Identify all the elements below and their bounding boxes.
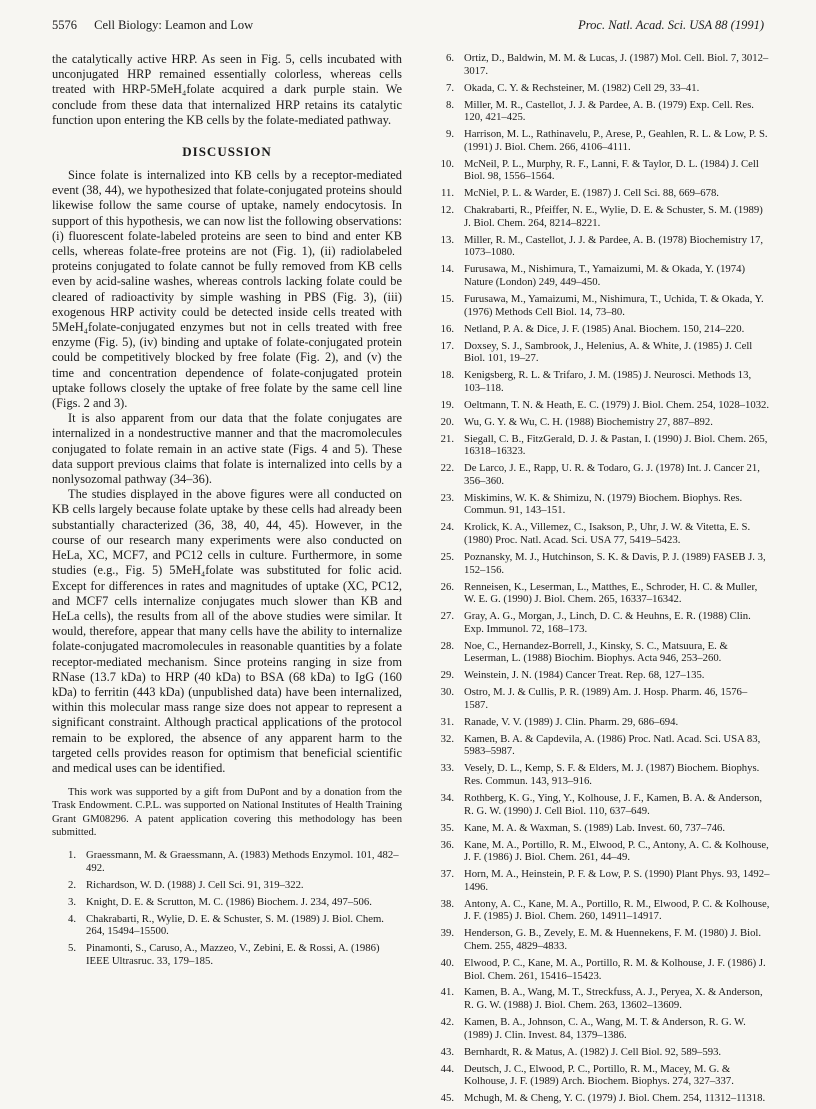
reference-item xyxy=(430,1016,770,1041)
journal-citation: Proc. Natl. Acad. Sci. USA 88 (1991) xyxy=(578,18,764,32)
reference-text: Kamen, B. A., Wang, M. T., Streckfuss, A. J., Peryea, X. & Anderson, R. G. W. (1988) J. Biol. Chem. 263, 13602–13609. xyxy=(464,986,763,1012)
reference-item xyxy=(430,1063,770,1088)
reference-text: McNeil, P. L., Murphy, R. F., Lanni, F. & Taylor, D. L. (1984) J. Cell Biol. 98, 1556–1564. xyxy=(464,157,759,183)
acknowledgment: This work was supported by a gift from DuPont and by a donation from the Trask Endowment. C.P.L. was supported on National Institutes of Health Training Grant GM08296. A patent application covering this methodology has been submitted. xyxy=(52,787,402,838)
reference-number: 43. xyxy=(440,1045,454,1058)
reference-item xyxy=(430,551,770,576)
discussion-paragraph: Since folate is internalized into KB cells by a receptor-mediated event (38, 44), we hypothesized that folate-conjugated proteins should likewise follow the same course of uptake, namely endocytosis. In support of this hypothesis, we can now list the following observations: (i) fluorescent folate-labeled proteins are seen to bind and enter KB cells, whereas folate-free proteins are not (Fig. 1), (ii) radiolabeled proteins conjugated to folate cannot be fully removed from KB cells even by acid-saline washes, whereas controls lacking folate could be cleared of radioactivity by simple washing in PBS (Fig. 3), (iii) exogenous HRP activity could be detected inside cells treated with 5MeH₄folate-conjugated enzymes but not in cells treated with free enzyme (Fig. 5), (iv) binding and uptake of folate-conjugated protein could be competitively blocked by free folate (Fig. 2), and (v) the time and concentration dependence of folate-conjugated protein uptake follows closely the uptake of free folate by the same cell line (Figs. 2 and 3). xyxy=(52,168,402,411)
reference-item xyxy=(430,716,770,729)
reference-text: Furusawa, M., Yamaizumi, M., Nishimura, T., Uchida, T. & Okada, Y. (1976) Methods Cell Biol. 14, 73–80. xyxy=(464,293,764,318)
reference-item xyxy=(430,399,770,412)
reference-text: De Larco, J. E., Rapp, U. R. & Todaro, G. J. (1978) Int. J. Cancer 21, 356–360. xyxy=(464,462,760,487)
reference-number: 26. xyxy=(440,580,454,593)
reference-text: Kane, M. A. & Waxman, S. (1989) Lab. Invest. 60, 737–746. xyxy=(464,821,726,834)
reference-text: Poznansky, M. J., Hutchinson, S. K. & Davis, P. J. (1989) FASEB J. 3, 152–156. xyxy=(464,551,766,576)
reference-number: 40. xyxy=(440,956,454,969)
reference-number: 3. xyxy=(67,895,76,908)
intro-paragraph: the catalytically active HRP. As seen in Fig. 5, cells incubated with unconjugated HRP remained essentially colorless, whereas cells treated with HRP-5MeH₄folate acquired a dark purple stain. We conclude from these data that internalized HRP retains its catalytic function upon entering the KB cells by the folate-mediated pathway. xyxy=(52,52,402,127)
reference-item xyxy=(430,158,770,183)
reference-text: Chakrabarti, R., Wylie, D. E. & Schuster, S. M. (1989) J. Biol. Chem. 264, 15494–15500. xyxy=(86,912,384,938)
reference-item xyxy=(430,340,770,365)
reference-number: 44. xyxy=(440,1062,454,1075)
reference-item xyxy=(52,896,402,909)
reference-text: Gray, A. G., Morgan, J., Linch, D. C. & Heuhns, E. R. (1988) Clin. Exp. Immunol. 72, 168–173. xyxy=(464,610,751,635)
reference-text: Rothberg, K. G., Ying, Y., Kolhouse, J. F., Kamen, B. A. & Anderson, R. G. W. (1990) J. Cell Biol. 110, 637–649. xyxy=(464,792,763,817)
reference-number: 14. xyxy=(440,263,454,276)
reference-number: 22. xyxy=(440,462,454,475)
reference-text: Okada, C. Y. & Rechsteiner, M. (1982) Cell 29, 33–41. xyxy=(464,81,700,94)
reference-item xyxy=(430,204,770,229)
reference-number: 9. xyxy=(445,128,454,141)
reference-number: 28. xyxy=(440,639,454,652)
reference-number: 2. xyxy=(67,878,76,891)
reference-number: 12. xyxy=(440,204,454,217)
reference-text: Elwood, P. C., Kane, M. A., Portillo, R. M. & Kolhouse, J. F. (1986) J. Biol. Chem. 261, 15416–15423. xyxy=(464,956,766,982)
reference-text: Bernhardt, R. & Matus, A. (1982) J. Cell Biol. 92, 589–593. xyxy=(464,1045,722,1058)
reference-number: 45. xyxy=(440,1092,454,1105)
reference-item xyxy=(430,521,770,546)
reference-number: 15. xyxy=(440,293,454,306)
reference-item xyxy=(52,849,402,874)
reference-item xyxy=(430,323,770,336)
reference-number: 27. xyxy=(440,610,454,623)
reference-item xyxy=(430,1092,770,1105)
reference-item xyxy=(430,822,770,835)
reference-item xyxy=(430,234,770,259)
reference-number: 42. xyxy=(440,1016,454,1029)
reference-text: McNiel, P. L. & Warder, E. (1987) J. Cell Sci. 88, 669–678. xyxy=(464,187,719,200)
reference-item xyxy=(430,581,770,606)
reference-item xyxy=(430,492,770,517)
reference-number: 19. xyxy=(440,398,454,411)
reference-item xyxy=(430,669,770,682)
reference-text: Miskimins, W. K. & Shimizu, N. (1979) Biochem. Biophys. Res. Commun. 91, 143–151. xyxy=(464,491,743,517)
reference-item xyxy=(430,416,770,429)
reference-item xyxy=(430,762,770,787)
reference-text: Graessmann, M. & Graessmann, A. (1983) Methods Enzymol. 101, 482–492. xyxy=(86,848,399,874)
reference-text: Mchugh, M. & Cheng, Y. C. (1979) J. Biol. Chem. 254, 11312–11318. xyxy=(464,1092,766,1105)
reference-item xyxy=(430,52,770,77)
reference-text: Oeltmann, T. N. & Heath, E. C. (1979) J. Biol. Chem. 254, 1028–1032. xyxy=(464,398,770,411)
left-column xyxy=(52,52,402,972)
reference-number: 6. xyxy=(445,52,454,64)
reference-text: Harrison, M. L., Rathinavelu, P., Arese, P., Geahlen, R. L. & Low, P. S. (1991) J. Biol. Chem. 266, 4106–4111. xyxy=(464,128,768,153)
reference-item xyxy=(430,868,770,893)
discussion-paragraph: The studies displayed in the above figures were all conducted on KB cells largely because folate uptake by these cells had already been substantially characterized (36, 38, 40, 44, 45). However, in the course of our research many experiments were also conducted on HeLa, XC, MCF7, and PC12 cells in culture. Furthermore, in some studies (e.g., Fig. 5) 5MeH₄folate was substituted for folic acid. Except for differences in rates and magnitudes of uptake (XC, PC12, and MCF7 cells internalize conjugates much slower than KB and HeLa cells), the results from all of the above studies were similar. It would, therefore, appear that many cells have the ability to internalize folate-conjugated macromolecules in reasonable quantities by a folate receptor-mediated mechanism. Since proteins ranging in size from RNase (13.7 kDa) to HRP (40 kDa) to BSA (68 kDa) to IgG (160 kDa) to ferritin (443 kDa) (unpublished data) have been internalized, within this molecular mass range size does not appear to represent a significant constraint. Although practical applications of the protocol remain to be explored, the absence of any apparent harm to the targeted cells provides reason for optimism that beneficial scientific and medical uses can be identified. xyxy=(52,487,402,775)
reference-text: Kamen, B. A. & Capdevila, A. (1986) Proc. Natl. Acad. Sci. USA 83, 5983–5987. xyxy=(464,732,761,758)
reference-item xyxy=(52,879,402,892)
reference-number: 17. xyxy=(440,339,454,352)
reference-text: Ortiz, D., Baldwin, M. M. & Lucas, J. (1987) Mol. Cell. Biol. 7, 3012–3017. xyxy=(464,52,769,77)
discussion-paragraph: It is also apparent from our data that the folate conjugates are internalized in a nondestructive manner and that the macromolecules conjugated to folate remain in an active state (Figs. 4 and 5). These data support previous claims that folate is internalized into cells by a nonlysozomal pathway (34–36). xyxy=(52,411,402,487)
reference-number: 13. xyxy=(440,233,454,246)
reference-number: 36. xyxy=(440,838,454,851)
reference-text: Renneisen, K., Leserman, L., Matthes, E., Schroder, H. C. & Muller, W. E. G. (1990) J. Biol. Chem. 265, 16337–16342. xyxy=(464,580,758,606)
reference-number: 33. xyxy=(440,762,454,775)
reference-number: 31. xyxy=(440,715,454,728)
reference-text: Henderson, G. B., Zevely, E. M. & Huennekens, F. M. (1980) J. Biol. Chem. 255, 4829–4833. xyxy=(464,927,762,952)
reference-list-left xyxy=(52,849,402,967)
reference-item xyxy=(430,927,770,952)
reference-text: Ranade, V. V. (1989) J. Clin. Pharm. 29, 686–694. xyxy=(464,715,679,728)
reference-item xyxy=(430,293,770,318)
reference-number: 25. xyxy=(440,551,454,564)
reference-number: 4. xyxy=(67,912,76,925)
reference-item xyxy=(430,462,770,487)
reference-number: 20. xyxy=(440,415,454,428)
reference-number: 5. xyxy=(67,942,76,955)
reference-number: 41. xyxy=(440,986,454,999)
reference-number: 29. xyxy=(440,669,454,682)
reference-item xyxy=(430,610,770,635)
reference-text: Noe, C., Hernandez-Borrell, J., Kinsky, S. C., Matsuura, E. & Leserman, L. (1988) Biochim. Biophys. Acta 946, 253–260. xyxy=(464,639,728,665)
reference-item xyxy=(52,913,402,938)
reference-list-right xyxy=(430,52,770,1105)
reference-number: 24. xyxy=(440,521,454,534)
reference-text: Vesely, D. L., Kemp, S. F. & Elders, M. J. (1987) Biochem. Biophys. Res. Commun. 143, 913–916. xyxy=(464,762,760,788)
reference-text: Chakrabarti, R., Pfeiffer, N. E., Wylie, D. E. & Schuster, S. M. (1989) J. Biol. Chem. 264, 8214–8221. xyxy=(464,204,763,229)
reference-number: 18. xyxy=(440,369,454,382)
reference-text: Netland, P. A. & Dice, J. F. (1985) Anal. Biochem. 150, 214–220. xyxy=(464,322,745,335)
reference-item xyxy=(430,792,770,817)
reference-item xyxy=(430,82,770,95)
right-column xyxy=(430,52,770,1109)
reference-item xyxy=(430,1046,770,1059)
section-title: Cell Biology: Leamon and Low xyxy=(94,18,254,32)
reference-item xyxy=(430,733,770,758)
reference-text: Pinamonti, S., Caruso, A., Mazzeo, V., Zebini, E. & Rossi, A. (1986) IEEE Ultrasruc. 33, 179–185. xyxy=(86,942,380,967)
header-left xyxy=(52,18,253,33)
reference-text: Kane, M. A., Portillo, R. M., Elwood, P. C., Antony, A. C. & Kolhouse, J. F. (1986) J. Biol. Chem. 261, 44–49. xyxy=(464,838,769,864)
reference-item xyxy=(52,942,402,967)
reference-item xyxy=(430,433,770,458)
reference-text: Ostro, M. J. & Cullis, P. R. (1989) Am. J. Hosp. Pharm. 46, 1576–1587. xyxy=(464,686,748,711)
reference-number: 10. xyxy=(440,157,454,170)
reference-number: 23. xyxy=(440,491,454,504)
reference-number: 34. xyxy=(440,792,454,805)
reference-item xyxy=(430,99,770,124)
reference-number: 39. xyxy=(440,927,454,940)
reference-item xyxy=(430,957,770,982)
reference-item xyxy=(430,369,770,394)
reference-item xyxy=(430,263,770,288)
reference-text: Furusawa, M., Nishimura, T., Yamaizumi, M. & Okada, Y. (1974) Nature (London) 249, 449–450. xyxy=(464,263,746,289)
reference-text: Miller, M. R., Castellot, J. J. & Pardee, A. B. (1979) Exp. Cell. Res. 120, 421–425. xyxy=(464,98,754,124)
reference-item xyxy=(430,686,770,711)
reference-text: Siegall, C. B., FitzGerald, D. J. & Pastan, I. (1990) J. Biol. Chem. 265, 16318–16323. xyxy=(464,432,768,458)
reference-text: Wu, G. Y. & Wu, C. H. (1988) Biochemistry 27, 887–892. xyxy=(464,415,713,428)
reference-number: 35. xyxy=(440,821,454,834)
reference-text: Kenigsberg, R. L. & Trifaro, J. M. (1985) J. Neurosci. Methods 13, 103–118. xyxy=(464,369,752,394)
reference-number: 16. xyxy=(440,322,454,335)
reference-number: 8. xyxy=(445,98,454,111)
reference-item xyxy=(430,839,770,864)
reference-item xyxy=(430,898,770,923)
reference-number: 21. xyxy=(440,432,454,445)
reference-text: Knight, D. E. & Scrutton, M. C. (1986) Biochem. J. 234, 497–506. xyxy=(86,895,372,908)
page-number: 5576 xyxy=(52,18,77,32)
reference-number: 30. xyxy=(440,686,454,699)
reference-number: 38. xyxy=(440,897,454,910)
reference-text: Krolick, K. A., Villemez, C., Isakson, P., Uhr, J. W. & Vitetta, E. S. (1980) Proc. Natl. Acad. Sci. USA 77, 5419–5423. xyxy=(464,521,751,547)
reference-text: Richardson, W. D. (1988) J. Cell Sci. 91, 319–322. xyxy=(86,878,304,891)
reference-item xyxy=(430,640,770,665)
reference-number: 7. xyxy=(445,81,454,94)
reference-number: 1. xyxy=(67,848,76,861)
reference-number: 32. xyxy=(440,732,454,745)
reference-text: Antony, A. C., Kane, M. A., Portillo, R. M., Elwood, P. C. & Kolhouse, J. F. (1985) J. Biol. Chem. 260, 14911–14917. xyxy=(464,897,770,923)
reference-text: Doxsey, S. J., Sambrook, J., Helenius, A. & White, J. (1985) J. Cell Biol. 101, 19–27. xyxy=(464,339,753,365)
reference-number: 37. xyxy=(440,868,454,881)
reference-item xyxy=(430,187,770,200)
reference-text: Weinstein, J. N. (1984) Cancer Treat. Rep. 68, 127–135. xyxy=(464,669,705,682)
reference-text: Deutsch, J. C., Elwood, P. C., Portillo, R. M., Macey, M. G. & Kolhouse, J. F. (1989) Arch. Biochem. Biophys. 274, 327–337. xyxy=(464,1062,734,1088)
discussion-heading: DISCUSSION xyxy=(182,144,272,160)
reference-number: 11. xyxy=(441,187,454,200)
reference-text: Miller, R. M., Castellot, J. J. & Pardee, A. B. (1978) Biochemistry 17, 1073–1080. xyxy=(464,233,764,259)
reference-text: Kamen, B. A., Johnson, C. A., Wang, M. T. & Anderson, R. G. W. (1989) J. Clin. Invest. 84, 1379–1386. xyxy=(464,1016,746,1041)
reference-item xyxy=(430,986,770,1011)
reference-item xyxy=(430,128,770,153)
reference-text: Horn, M. A., Heinstein, P. F. & Low, P. S. (1990) Plant Phys. 93, 1492–1496. xyxy=(464,868,770,893)
page-header xyxy=(52,18,764,36)
